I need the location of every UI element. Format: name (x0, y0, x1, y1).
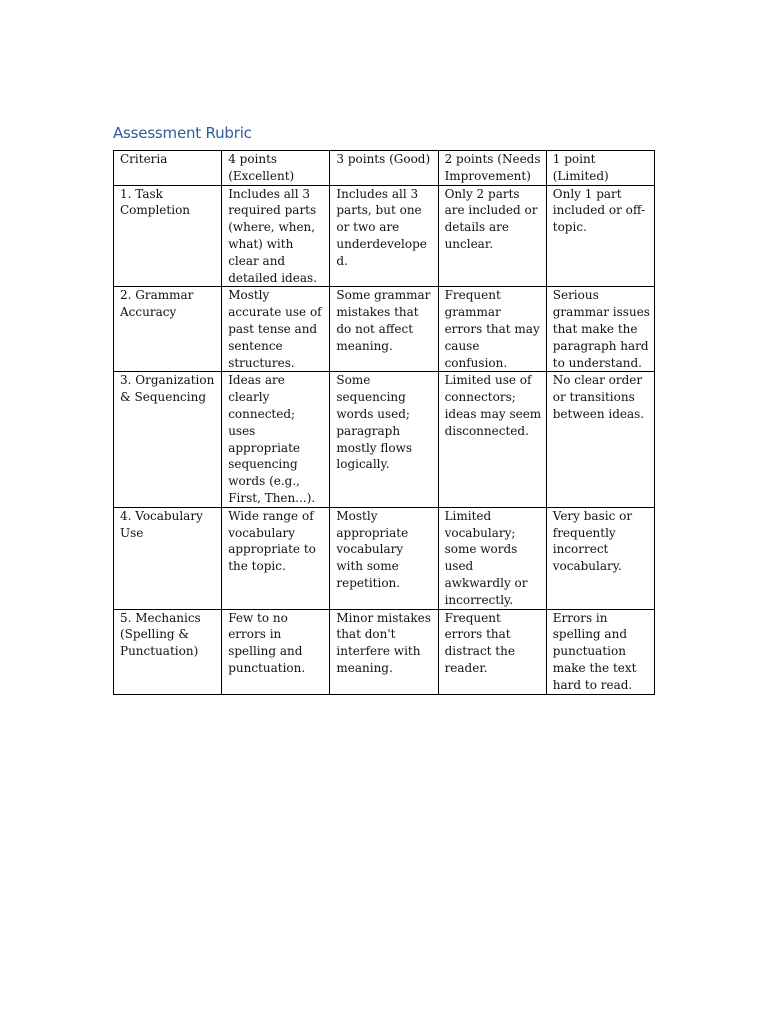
cell-text: Limited use of connectors; ideas may seem disconnected. (444, 373, 542, 438)
criteria-text: 5. Mechanics (Spelling & Punctuation) (120, 610, 201, 659)
criteria-text: 2. Grammar Accuracy (120, 288, 194, 320)
cell-text: Some grammar mistakes that do not affect meaning. (336, 288, 431, 353)
page-title: Assessment Rubric (113, 124, 252, 142)
cell-text: Frequent errors that distract the reader. (444, 610, 515, 675)
header-cell-3-points (330, 151, 438, 186)
rubric-cell (222, 372, 330, 507)
rubric-cell (546, 609, 654, 694)
cell-text: Mostly accurate use of past tense and sentence structures. (228, 288, 322, 370)
criteria-cell (114, 372, 222, 507)
rubric-cell (330, 185, 438, 287)
rubric-cell (222, 185, 330, 287)
rubric-cell (546, 372, 654, 507)
rubric-cell (438, 185, 546, 287)
cell-text: Includes all 3 parts, but one or two are underdevelope d. (336, 186, 427, 268)
criteria-text: 3. Organization & Sequencing (120, 373, 215, 405)
cell-text: Frequent grammar errors that may cause confusion. (444, 288, 540, 370)
table-header-row (114, 151, 655, 186)
rubric-cell (438, 609, 546, 694)
cell-text: Ideas are clearly connected; uses appropriate sequencing words (e.g., First, Then...). (228, 373, 316, 505)
table-row (114, 287, 655, 372)
header-text: 3 points (Good) (336, 152, 431, 166)
table-row (114, 507, 655, 609)
header-cell-4-points (222, 151, 330, 186)
header-text: Criteria (120, 152, 168, 166)
header-cell-1-point (546, 151, 654, 186)
rubric-cell (438, 287, 546, 372)
rubric-cell (438, 507, 546, 609)
header-cell-criteria (114, 151, 222, 186)
header-cell-2-points (438, 151, 546, 186)
cell-text: Very basic or frequently incorrect vocabulary. (552, 508, 633, 574)
rubric-cell (330, 609, 438, 694)
cell-text: Few to no errors in spelling and punctuation. (228, 610, 306, 675)
rubric-cell (438, 372, 546, 507)
cell-text: Only 1 part included or off-topic. (552, 186, 646, 235)
rubric-cell (330, 507, 438, 609)
cell-text: No clear order or transitions between ideas. (552, 373, 645, 421)
rubric-cell (222, 287, 330, 372)
header-text: 1 point (Limited) (552, 152, 609, 183)
rubric-cell (330, 287, 438, 372)
table-row (114, 372, 655, 507)
cell-text: Only 2 parts are included or details are unclear. (444, 186, 538, 251)
rubric-cell (330, 372, 438, 507)
rubric-cell (546, 185, 654, 287)
criteria-cell (114, 507, 222, 609)
header-text: 2 points (Needs Improvement) (444, 152, 541, 183)
rubric-cell (546, 287, 654, 372)
cell-text: Wide range of vocabulary appropriate to the topic. (228, 508, 316, 574)
criteria-cell (114, 609, 222, 694)
rubric-cell (222, 507, 330, 609)
cell-text: Includes all 3 required parts (where, when, what) with clear and detailed ideas. (228, 186, 317, 285)
cell-text: Serious grammar issues that make the paragraph hard to understand. (552, 288, 650, 370)
cell-text: Errors in spelling and punctuation make the text hard to read. (552, 610, 637, 692)
cell-text: Some sequencing words used; paragraph mostly flows logically. (336, 373, 413, 472)
criteria-cell (114, 287, 222, 372)
criteria-text: 1. Task Completion (120, 186, 191, 218)
rubric-table (113, 150, 655, 695)
cell-text: Mostly appropriate vocabulary with some repetition. (336, 508, 409, 590)
rubric-cell (222, 609, 330, 694)
cell-text: Minor mistakes that don't interfere with meaning. (336, 610, 431, 675)
criteria-text: 4. Vocabulary Use (120, 508, 203, 540)
rubric-cell (546, 507, 654, 609)
table-row (114, 185, 655, 287)
header-text: 4 points (Excellent) (228, 152, 295, 183)
criteria-cell (114, 185, 222, 287)
cell-text: Limited vocabulary; some words used awkwardly or incorrectly. (444, 508, 528, 607)
table-row (114, 609, 655, 694)
